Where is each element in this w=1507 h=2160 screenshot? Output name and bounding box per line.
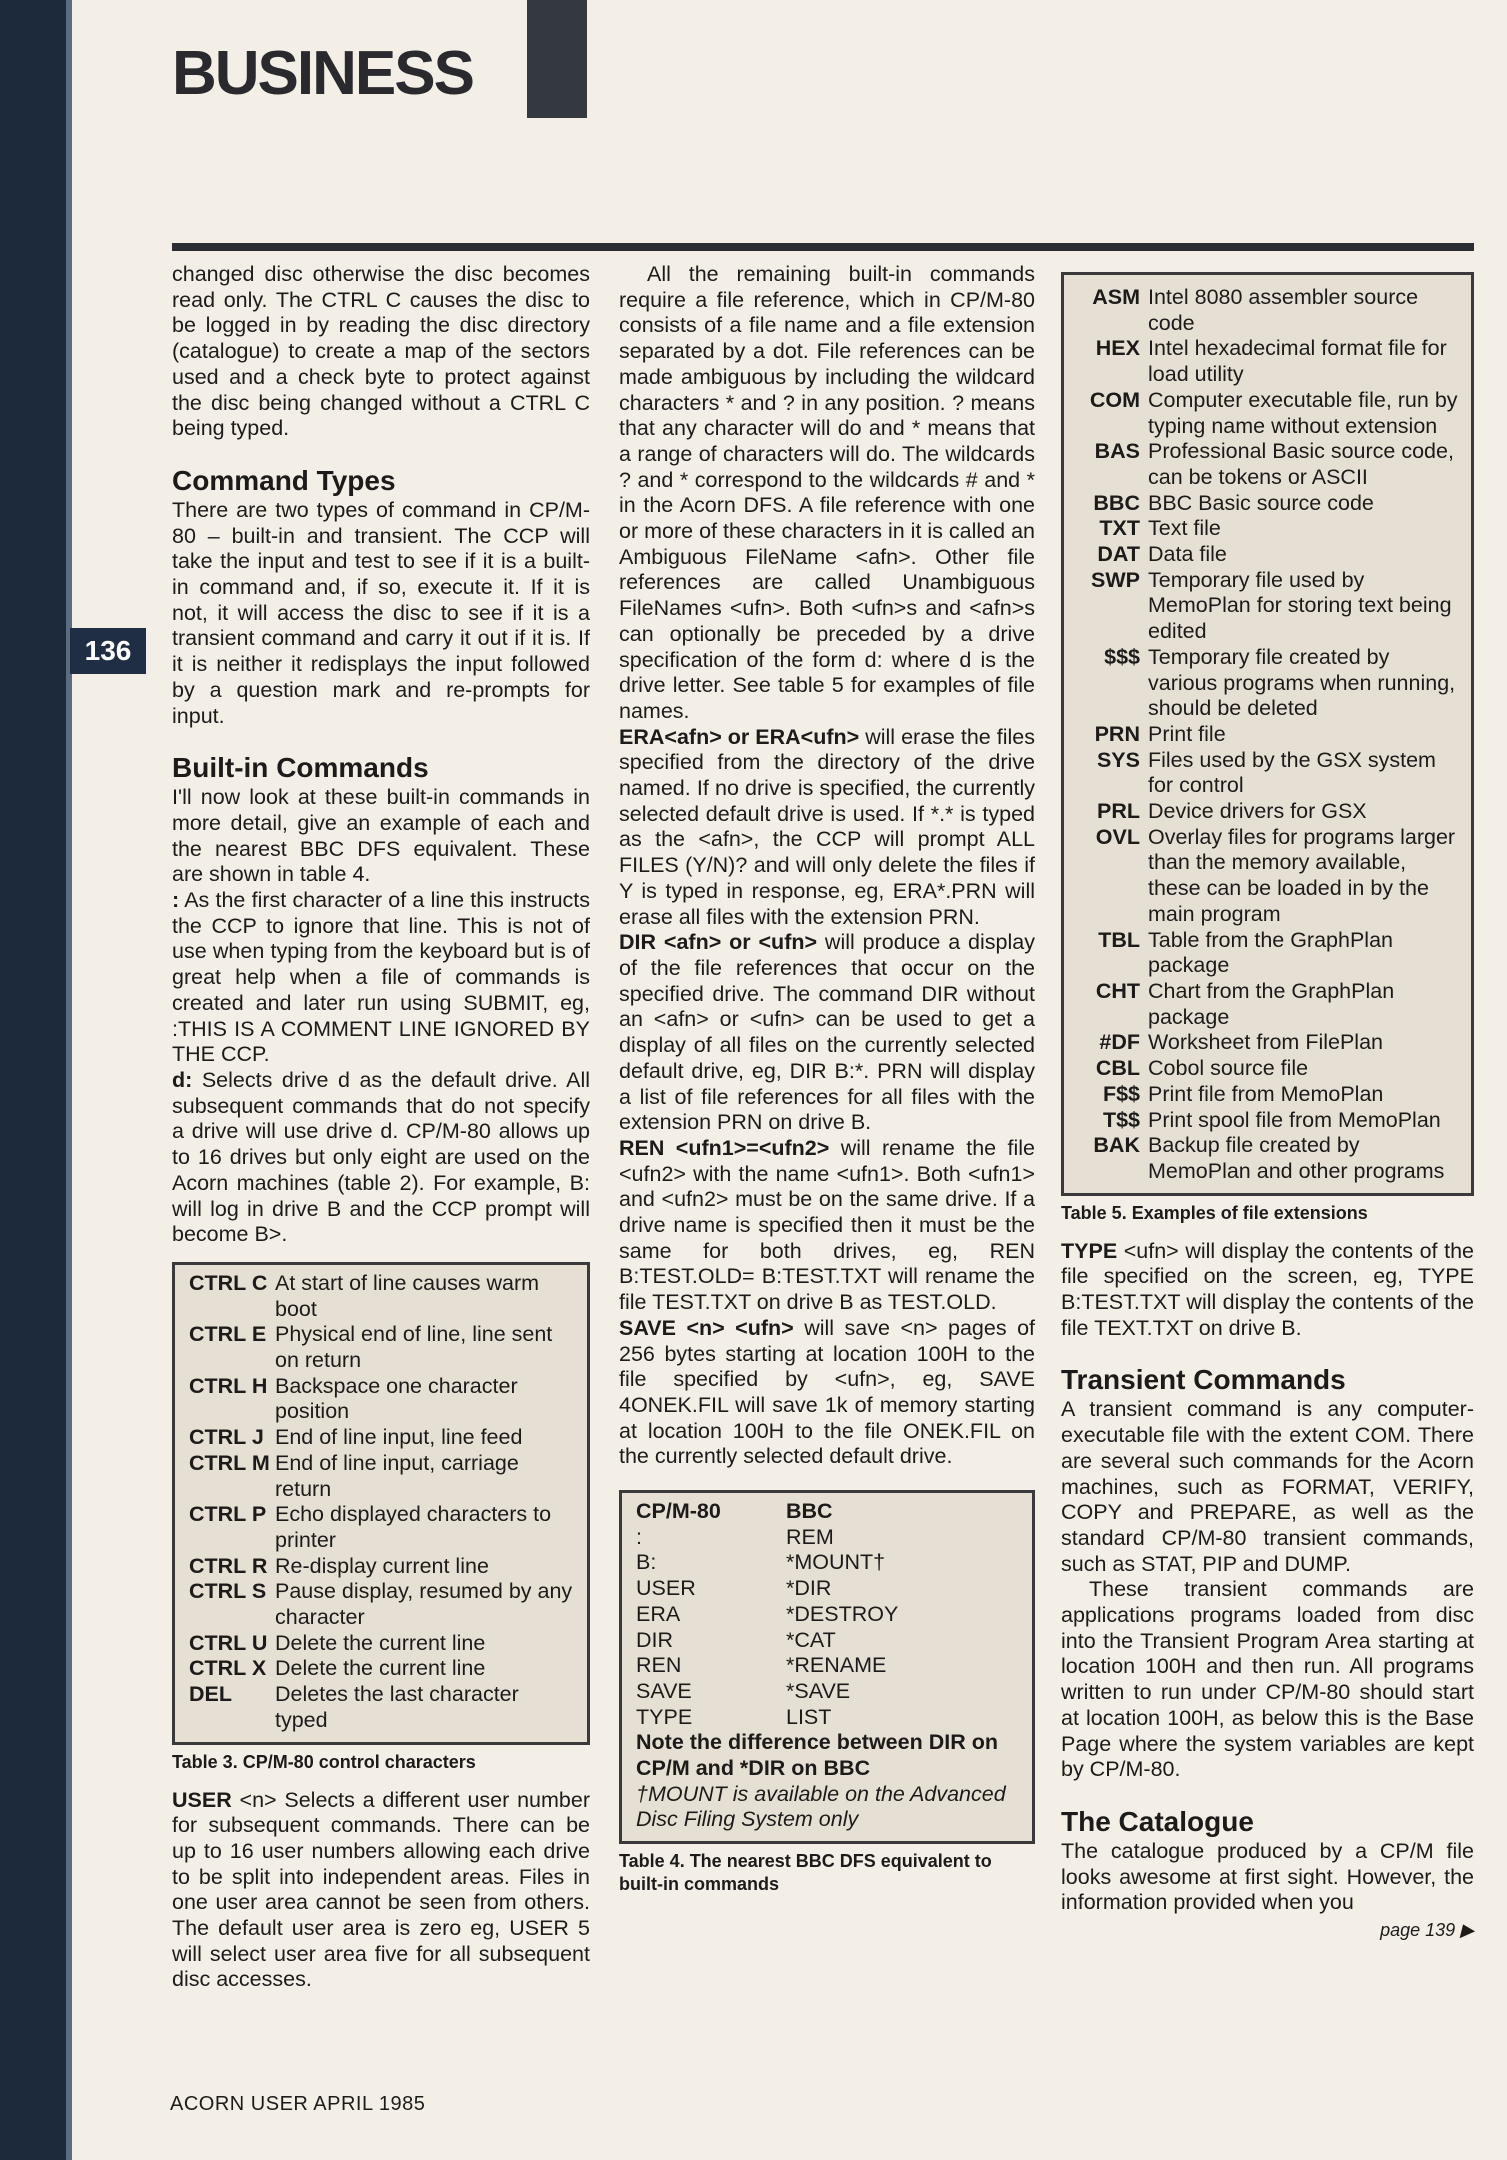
table-3-row: [189, 1374, 575, 1425]
table-4-row: [636, 1550, 1020, 1576]
table-4-header: [636, 1499, 1020, 1525]
table-4-row-value: *CAT: [786, 1627, 836, 1652]
table-5-row: [1078, 1133, 1459, 1184]
table-5-row-key: BAS: [1094, 439, 1140, 464]
table-4-row-key: B:: [636, 1550, 657, 1575]
table-5: [1061, 272, 1474, 1196]
page-footer: ACORN USER APRIL 1985: [170, 2093, 426, 2115]
table-5-row: [1078, 542, 1459, 568]
section-title-block: [527, 0, 587, 118]
keyword: :: [172, 888, 180, 913]
table-4-row-value: *DESTROY: [786, 1601, 899, 1626]
table-3-row-value: End of line input, line feed: [275, 1425, 523, 1450]
heading-transient-commands: Transient Commands: [1061, 1364, 1346, 1396]
table-5-row-value: Backup file created by MemoPlan and other programs: [1148, 1133, 1445, 1183]
table-5-row-key: F$$: [1102, 1081, 1140, 1106]
table-3-caption: Table 3. CP/M-80 control characters: [172, 1751, 476, 1772]
table-4-row: [636, 1705, 1020, 1731]
paragraph: These transient commands are applications programs loaded from disc into the Transient Program Area starting at location 100H and then run. All programs written to run under CP/M-80 should start at location 100H, as below this is the Base Page where the system variables are kept by CP/M-80.: [1061, 1577, 1474, 1782]
table-5-row-key: T$$: [1102, 1107, 1140, 1132]
table-5-row-value: Files used by the GSX system for control: [1148, 747, 1436, 798]
paragraph-text: will produce a display of the file references that occur on the specified drive. The command DIR without an <afn> or <ufn> can be used to get a display of all files on the currently selected default drive, eg, DIR B:*. PRN will display a list of file references for all files with the extension PRN on drive B.: [619, 930, 1035, 1135]
table-5-row-value: Text file: [1148, 516, 1221, 541]
paragraph-text: As the first character of a line this instructs the CCP to ignore that line. This is not of use when typing from the keyboard but is of great help when a file of commands is created and later run using SUBMIT, eg, :THIS IS A COMMENT LINE IGNORED BY THE CCP.: [172, 888, 590, 1067]
table-3-row: [189, 1502, 575, 1553]
table-5-row-key: #DF: [1099, 1030, 1140, 1055]
table-4-row-key: SAVE: [636, 1678, 692, 1703]
column-2: [619, 262, 1035, 1910]
spine-edge: [66, 0, 72, 2160]
table-5-row: [1078, 979, 1459, 1030]
heading-the-catalogue: The Catalogue: [1061, 1805, 1254, 1837]
heading-builtin-commands: Built-in Commands: [172, 752, 429, 784]
table-3-row: [189, 1554, 575, 1580]
table-4-row: [636, 1653, 1020, 1679]
continued-on-link[interactable]: page 139 ▶: [1380, 1920, 1474, 1941]
table-3-row-value: Deletes the last character typed: [275, 1682, 519, 1732]
table-4: [619, 1490, 1035, 1844]
table-4-header-cpm: CP/M-80: [636, 1499, 721, 1524]
table-3-row: [189, 1631, 575, 1657]
keyword: SAVE <n> <ufn>: [619, 1315, 794, 1340]
table-4-row-value: REM: [786, 1524, 834, 1549]
table-4-row-key: USER: [636, 1576, 696, 1601]
table-5-row: [1078, 825, 1459, 928]
table-5-row-key: OVL: [1095, 824, 1140, 849]
table-5-row-key: SYS: [1096, 747, 1140, 772]
table-5-row-value: Intel hexadecimal format file for load utility: [1148, 336, 1447, 387]
column-3: [1061, 262, 1474, 1944]
page-number-tab: 136: [70, 628, 146, 674]
table-3-row-key: CTRL S: [189, 1579, 267, 1604]
paragraph: All the remaining built-in commands require a file reference, which in CP/M-80 consists of a file name and a file extension separated by a dot. File references can be made ambiguous by including the wildcard characters * and ? in any position. ? means that any character will do and * means that a range of characters will do. The wildcards ? and * correspond to the wildcards # and * in the Acorn DFS. A file reference with one or more of these characters in it is called an Ambiguous FileName <afn>. Other file references are called Unambiguous FileNames <ufn>. Both <ufn>s and <afn>s can optionally be preceded by a drive specification of the form d: where d is the drive letter. See table 5 for examples of file names.: [619, 262, 1035, 723]
keyword: USER: [172, 1787, 232, 1812]
table-3-row: [189, 1579, 575, 1630]
table-4-row: [636, 1576, 1020, 1602]
table-5-row-value: Professional Basic source code, can be tokens or ASCII: [1148, 439, 1454, 489]
table-5-row-key: CBL: [1095, 1056, 1140, 1081]
table-5-row: [1078, 1030, 1459, 1056]
table-5-row-value: Cobol source file: [1148, 1056, 1309, 1081]
table-5-row: [1078, 928, 1459, 979]
table-5-row-key: CHT: [1095, 978, 1140, 1003]
table-3: [172, 1262, 590, 1745]
table-5-row-value: Temporary file used by MemoPlan for storing text being edited: [1148, 567, 1452, 644]
keyword: d:: [172, 1067, 193, 1092]
column-1: [172, 262, 590, 1993]
table-5-row: [1078, 285, 1459, 336]
table-3-row-value: Delete the current line: [275, 1630, 486, 1655]
paragraph-text: Selects drive d as the default drive. All subsequent commands that do not specify a drive will use drive d. CP/M-80 allows up to 16 drives but only eight are used on the Acorn machines (table 2). For example, B: will log in drive B and the CCP prompt will become B>.: [172, 1067, 590, 1247]
table-3-row: [189, 1425, 575, 1451]
paragraph: [619, 930, 1035, 1136]
paragraph: changed disc otherwise the disc becomes read only. The CTRL C causes the disc to be logged in by reading the disc directory (catalogue) to create a map of the sectors used and a check byte to protect against the disc being changed without a CTRL C being typed.: [172, 262, 590, 441]
table-3-row-key: CTRL H: [189, 1373, 268, 1398]
table-4-row: [636, 1602, 1020, 1628]
table-3-row-value: End of line input, carriage return: [275, 1450, 519, 1501]
table-5-row-value: Print file: [1148, 721, 1226, 746]
keyword: REN <ufn1>=<ufn2>: [619, 1135, 830, 1160]
paragraph: [172, 1788, 590, 1994]
table-4-note: Note the difference between DIR on CP/M and *DIR on BBC: [636, 1730, 998, 1781]
table-4-row: [636, 1679, 1020, 1705]
table-4-caption: Table 4. The nearest BBC DFS equivalent to built-in commands: [619, 1851, 992, 1895]
table-4-row-key: :: [636, 1524, 642, 1549]
table-3-row: [189, 1322, 575, 1373]
table-5-row: [1078, 388, 1459, 439]
table-5-row-value: Table from the GraphPlan package: [1148, 927, 1393, 978]
table-4-header-bbc: BBC: [786, 1499, 833, 1524]
paragraph: I'll now look at these built-in commands in more detail, give an example of each and the nearest BBC DFS equivalent. These are shown in table 4.: [172, 785, 590, 887]
table-3-row-key: CTRL U: [189, 1630, 268, 1655]
table-5-row-key: BAK: [1093, 1133, 1140, 1158]
table-4-row-key: TYPE: [636, 1704, 693, 1729]
table-5-row-value: Print file from MemoPlan: [1148, 1081, 1384, 1106]
paragraph: [619, 725, 1035, 931]
table-3-row-key: CTRL P: [189, 1502, 267, 1527]
table-4-row-key: REN: [636, 1653, 682, 1678]
table-3-row-value: Echo displayed characters to printer: [275, 1502, 552, 1552]
keyword: TYPE: [1061, 1238, 1118, 1263]
section-title: BUSINESS: [172, 39, 473, 108]
table-5-row: [1078, 722, 1459, 748]
table-3-row-key: CTRL J: [189, 1425, 264, 1450]
table-5-row-value: Overlay files for programs larger than the memory available, these can be loaded in by the main program: [1148, 824, 1456, 926]
table-5-row-key: $$$: [1104, 644, 1140, 669]
paragraph-text: <n> Selects a different user number for subsequent commands. There can be up to 16 user numbers allowing each drive to be split into independent areas. Files in one user area cannot be seen from others. The default user area is zero eg, USER 5 will select user area five for all subsequent disc accesses.: [172, 1787, 590, 1992]
table-3-row-value: Delete the current line: [275, 1656, 486, 1681]
table-3-row-value: Pause display, resumed by any character: [275, 1579, 573, 1630]
table-4-row-key: ERA: [636, 1601, 681, 1626]
table-5-row-value: Temporary file created by various programs when running, should be deleted: [1148, 644, 1456, 721]
table-3-row-value: At start of line causes warm boot: [275, 1270, 540, 1321]
keyword: DIR <afn> or <ufn>: [619, 930, 818, 955]
table-5-row-key: SWP: [1091, 567, 1140, 592]
table-5-row: [1078, 1082, 1459, 1108]
table-4-row-value: *MOUNT†: [786, 1550, 886, 1575]
table-4-row-value: *DIR: [786, 1576, 832, 1601]
table-5-row-value: Chart from the GraphPlan package: [1148, 978, 1395, 1029]
table-3-row: [189, 1451, 575, 1502]
paragraph: [619, 1136, 1035, 1316]
table-5-row-key: DAT: [1097, 542, 1140, 567]
paragraph-text: will save <n> pages of 256 bytes starting at location 100H to the file specified by <ufn>, eg, SAVE 4ONEK.FIL will save 1k of memory starting at location 100H to the file ONEK.FIL on the currently selected default drive.: [619, 1315, 1036, 1469]
table-5-row-value: BBC Basic source code: [1148, 490, 1374, 515]
table-4-row: [636, 1525, 1020, 1551]
table-5-row: [1078, 1108, 1459, 1134]
table-5-row-key: PRL: [1097, 799, 1140, 824]
table-3-row: [189, 1656, 575, 1682]
table-5-row-key: BBC: [1093, 490, 1140, 515]
paragraph-text: will rename the file <ufn2> with the name <ufn1>. Both <ufn1> and <ufn2> must be on the same drive. If a drive name is specified then it must be the same for both drives, eg, REN B:TEST.OLD= B:TEST.TXT will rename the file TEST.TXT on drive B as TEST.OLD.: [619, 1135, 1035, 1315]
paragraph: The catalogue produced by a CP/M file looks awesome at first sight. However, the information provided when you: [1061, 1838, 1474, 1915]
table-3-row-key: CTRL X: [189, 1656, 267, 1681]
table-5-row-key: PRN: [1094, 721, 1140, 746]
paragraph: [172, 888, 590, 1068]
table-3-row-key: CTRL C: [189, 1270, 268, 1295]
table-3-row-value: Physical end of line, line sent on return: [275, 1322, 553, 1373]
paragraph: [172, 1068, 590, 1248]
table-5-row-value: Computer executable file, run by typing name without extension: [1148, 387, 1458, 438]
table-5-row-key: TXT: [1099, 516, 1140, 541]
table-3-row-key: DEL: [189, 1682, 232, 1707]
table-4-footnote: †MOUNT is available on the Advanced Disc Filing System only: [636, 1781, 1006, 1832]
table-5-caption: Table 5. Examples of file extensions: [1061, 1202, 1368, 1223]
table-5-row: [1078, 645, 1459, 722]
table-4-row-value: *SAVE: [786, 1678, 851, 1703]
table-5-row-key: ASM: [1092, 285, 1140, 309]
paragraph: A transient command is any computer-executable file with the extent COM. There are several such commands for the Acorn machines, such as FORMAT, VERIFY, COPY and PREPARE, as well as the standard CP/M-80 transient commands, such as STAT, PIP and DUMP.: [1061, 1397, 1474, 1576]
table-5-row-value: Data file: [1148, 542, 1227, 567]
paragraph: [619, 1316, 1035, 1470]
table-5-row-value: Device drivers for GSX: [1148, 799, 1367, 824]
table-5-row: [1078, 491, 1459, 517]
table-5-row-value: Print spool file from MemoPlan: [1148, 1107, 1441, 1132]
table-5-row: [1078, 748, 1459, 799]
header-rule: [172, 243, 1474, 251]
table-5-row: [1078, 1056, 1459, 1082]
table-4-row-key: DIR: [636, 1627, 674, 1652]
paragraph: There are two types of command in CP/M-80 – built-in and transient. The CCP will take the input and test to see if it is a built-in command and, if so, execute it. If it is not, it will access the disc to see if it is a transient command and carry it out if it is. If it is neither it redisplays the input followed by a question mark and re-prompts for input.: [172, 497, 590, 728]
table-3-row: [189, 1682, 575, 1733]
table-3-row: [189, 1271, 575, 1322]
table-3-row-key: CTRL E: [189, 1322, 267, 1347]
table-4-row-value: LIST: [786, 1704, 832, 1729]
table-5-row-key: COM: [1089, 387, 1140, 412]
keyword: ERA<afn> or ERA<ufn>: [619, 724, 860, 749]
table-4-row-value: *RENAME: [786, 1653, 887, 1678]
table-5-row: [1078, 516, 1459, 542]
paragraph-text: <ufn> will display the contents of the file specified on the screen, eg, TYPE B:TEST.TXT will display the contents of the file TEXT.TXT on drive B.: [1061, 1238, 1474, 1340]
table-5-row: [1078, 439, 1459, 490]
table-5-row-key: HEX: [1095, 336, 1140, 361]
table-3-row-value: Re-display current line: [275, 1553, 489, 1578]
paragraph: [1061, 1239, 1474, 1342]
table-5-row-key: TBL: [1098, 927, 1140, 952]
table-3-row-value: Backspace one character position: [275, 1373, 518, 1424]
table-4-row: [636, 1628, 1020, 1654]
table-5-row: [1078, 799, 1459, 825]
table-3-row-key: CTRL R: [189, 1553, 268, 1578]
table-3-row-key: CTRL M: [189, 1450, 270, 1475]
heading-command-types: Command Types: [172, 464, 396, 496]
paragraph-text: will erase the files specified from the directory of the drive named. If no drive is specified, the currently selected default drive is used. If *.* is typed as the <afn>, the CCP will prompt ALL FILES (Y/N)? and will only delete the files if Y is typed in response, eg, ERA*.PRN will erase all files with the extension PRN.: [619, 724, 1035, 929]
table-5-row-value: Worksheet from FilePlan: [1148, 1030, 1383, 1055]
table-5-row: [1078, 568, 1459, 645]
table-5-row-value: Intel 8080 assembler source code: [1148, 285, 1419, 335]
table-5-row: [1078, 336, 1459, 387]
binding-spine: [0, 0, 72, 2160]
